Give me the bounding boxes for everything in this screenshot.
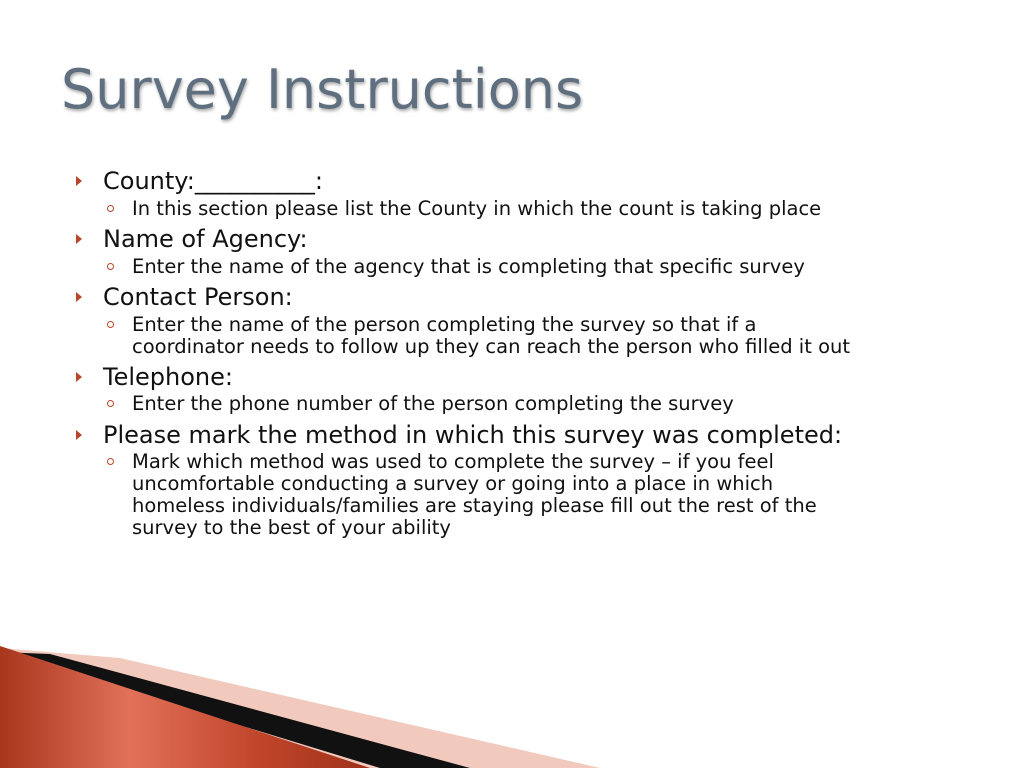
bullet-item-telephone: Telephone: (103, 363, 233, 391)
circle-bullet-icon (107, 400, 114, 407)
triangle-bullet-icon (76, 372, 82, 382)
sub-item-method: Mark which method was used to complete the survey – if you feel uncomfortable conducting a survey or going into a place in which homeless individuals/families are staying please fill out the rest of the survey to the best of your ability (132, 450, 817, 539)
circle-bullet-icon (107, 205, 114, 212)
triangle-bullet-icon (76, 430, 82, 440)
slide-title: Survey Instructions (61, 58, 584, 121)
triangle-bullet-icon (76, 292, 82, 302)
circle-bullet-icon (107, 263, 114, 270)
bullet-item-contact-person: Contact Person: (103, 283, 293, 311)
circle-bullet-icon (107, 321, 114, 328)
sub-item-telephone: Enter the phone number of the person completing the survey (132, 392, 734, 415)
bullet-item-county: County:__________: (103, 167, 323, 195)
decorative-swoosh (0, 638, 1024, 768)
circle-bullet-icon (107, 458, 114, 465)
bullet-item-agency: Name of Agency: (103, 225, 308, 253)
triangle-bullet-icon (76, 176, 82, 186)
sub-item-contact-person: Enter the name of the person completing the survey so that if a coordinator needs to follow up they can reach the person who filled it out (132, 313, 851, 358)
sub-item-agency: Enter the name of the agency that is completing that specific survey (132, 255, 805, 278)
bullet-item-method: Please mark the method in which this survey was completed: (103, 421, 843, 449)
triangle-bullet-icon (76, 234, 82, 244)
sub-item-county: In this section please list the County in which the count is taking place (132, 197, 822, 220)
